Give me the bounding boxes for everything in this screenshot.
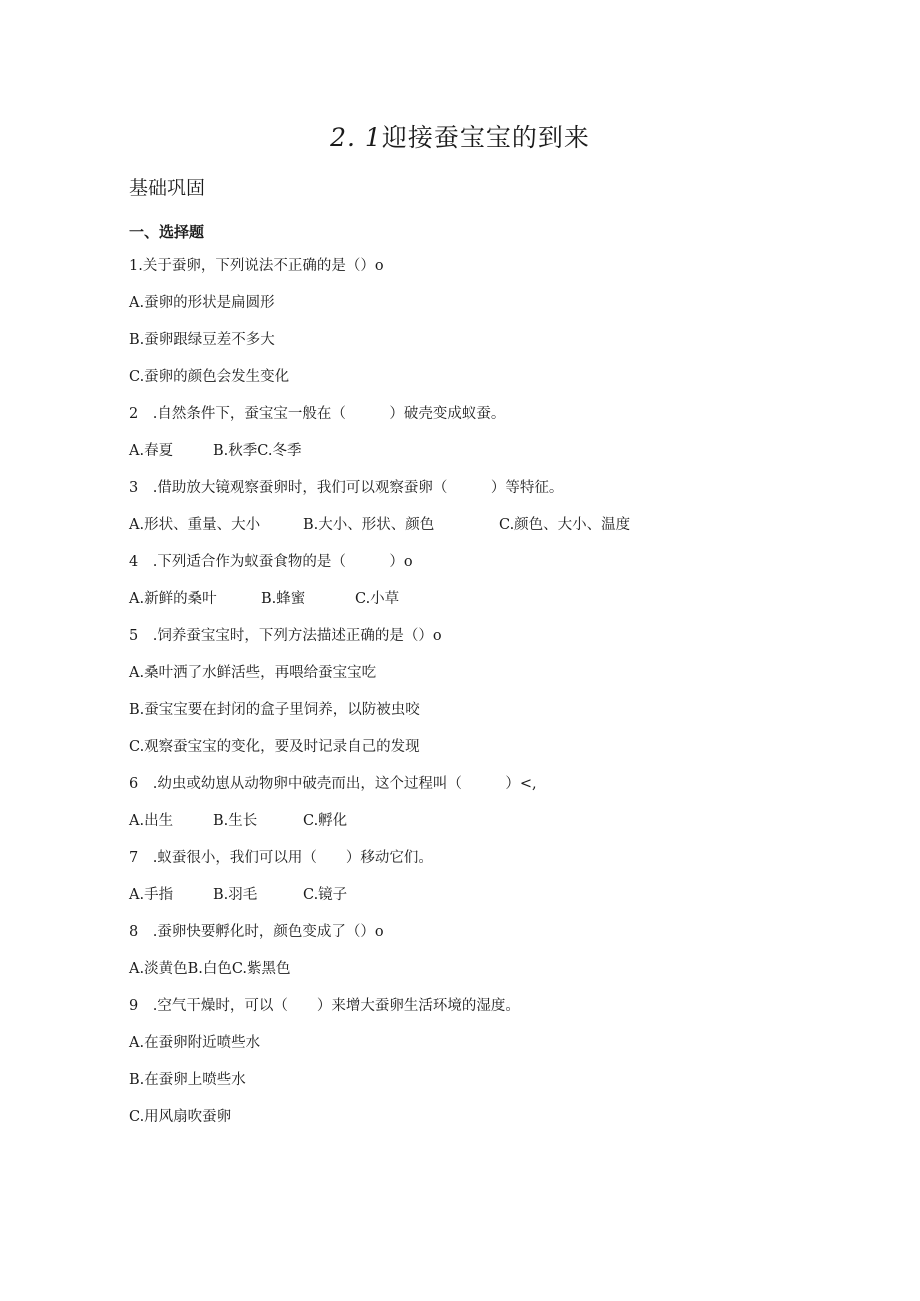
subsection-heading: 一、选择题 — [129, 223, 205, 241]
question-3: 3 .借助放大镜观察蚕卵时，我们可以观察蚕卵（ ）等特征。 — [129, 480, 564, 496]
question-2-option-a: A.春夏 — [129, 443, 174, 459]
question-4-option-b: B.蜂蜜 — [261, 591, 306, 607]
question-9-option-b: B.在蚕卵上喷些水 — [129, 1072, 246, 1088]
question-7-option-a: A.手指 — [129, 887, 174, 903]
question-5-option-a: A.桑叶洒了水鲜活些，再喂给蚕宝宝吃 — [129, 665, 377, 681]
question-4-options — [129, 587, 399, 608]
title-text: 迎接蚕宝宝的到来 — [381, 123, 590, 152]
question-3-options — [129, 513, 630, 534]
page-title — [0, 118, 920, 154]
title-number: 2. 1 — [330, 123, 382, 152]
question-9-option-a: A.在蚕卵附近喷些水 — [129, 1035, 261, 1051]
question-6-options — [129, 809, 347, 830]
question-6-option-a: A.出生 — [129, 813, 174, 829]
question-3-option-b: B.大小、形状、颜色 — [303, 517, 435, 533]
question-6-option-c: C.孵化 — [303, 813, 348, 829]
question-3-option-a: A.形状、重量、大小 — [129, 517, 261, 533]
question-6: 6 .幼虫或幼崽从动物卵中破壳而出，这个过程叫（ ）<, — [129, 776, 537, 792]
question-1-option-c: C.蚕卵的颜色会发生变化 — [129, 369, 290, 385]
question-7-option-b: B.羽毛 — [213, 887, 258, 903]
section-heading: 基础巩固 — [129, 177, 206, 199]
question-9: 9 .空气干燥时，可以（ ）来增大蚕卵生活环境的湿度。 — [129, 998, 520, 1014]
question-7: 7 .蚁蚕很小，我们可以用（ ）移动它们。 — [129, 850, 433, 866]
question-1-option-b: B.蚕卵跟绿豆差不多大 — [129, 332, 275, 348]
question-5-option-b: B.蚕宝宝要在封闭的盒子里饲养，以防被虫咬 — [129, 702, 420, 718]
question-4-option-c: C.小草 — [355, 591, 400, 607]
question-5-option-c: C.观察蚕宝宝的变化，要及时记录自己的发现 — [129, 739, 420, 755]
question-5: 5 .饲养蚕宝宝时，下列方法描述正确的是（）o — [129, 628, 442, 644]
question-8-options: A.淡黄色B.白色C.紫黑色 — [129, 961, 291, 977]
question-7-option-c: C.镜子 — [303, 887, 348, 903]
question-4: 4 .下列适合作为蚁蚕食物的是（ ）o — [129, 554, 413, 570]
question-1: 1.关于蚕卵，下列说法不正确的是（）o — [129, 258, 384, 274]
question-1-option-a: A.蚕卵的形状是扁圆形 — [129, 295, 275, 311]
question-2: 2 .自然条件下，蚕宝宝一般在（ ）破壳变成蚁蚕。 — [129, 406, 506, 422]
question-3-option-c: C.颜色、大小、温度 — [499, 517, 631, 533]
question-2-option-bc: B.秋季C.冬季 — [213, 443, 302, 459]
question-9-option-c: C.用风扇吹蚕卵 — [129, 1109, 232, 1125]
question-8: 8 .蚕卵快要孵化时，颜色变成了（）o — [129, 924, 384, 940]
question-6-option-b: B.生长 — [213, 813, 258, 829]
question-7-options — [129, 883, 347, 904]
question-2-options — [129, 439, 301, 460]
question-4-option-a: A.新鲜的桑叶 — [129, 591, 217, 607]
